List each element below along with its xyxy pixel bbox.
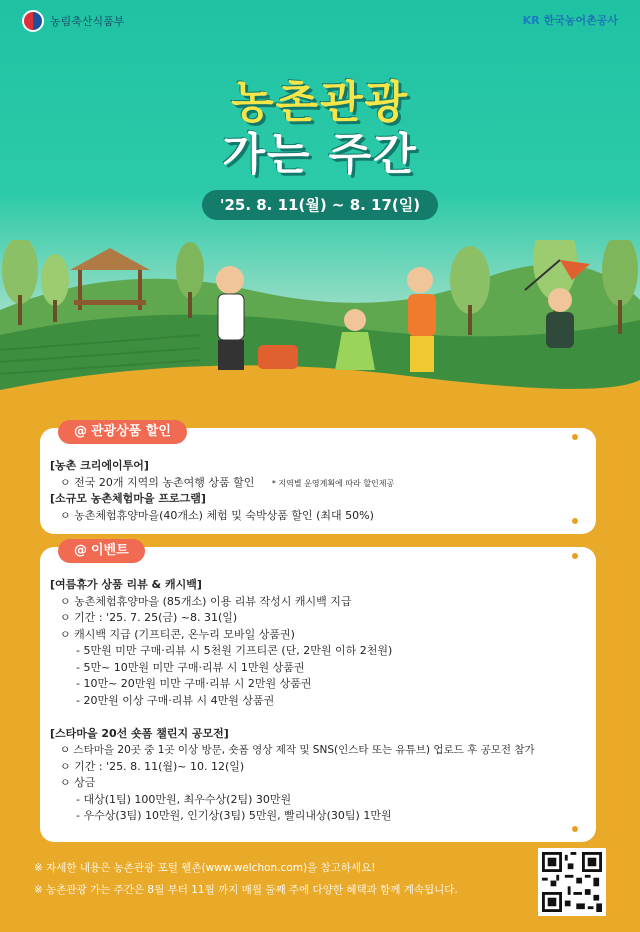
sub-bullet-line: - 대상(1팀) 100만원, 최우수상(2팀) 30만원 bbox=[76, 792, 292, 806]
decor-dot bbox=[572, 434, 578, 440]
bullet-line: ㅇ 스타마을 20곳 중 1곳 이상 방문, 숏폼 영상 제작 및 SNS(인스타 또는 유튜브) 업로드 후 공모전 참가 bbox=[60, 744, 535, 756]
bullet-line: ㅇ 농촌체험휴양마을(40개소) 체험 및 숙박상품 할인 (최대 50%) bbox=[60, 508, 374, 522]
bullet-line: ㅇ 농촌체험휴양마을 (85개소) 이용 리뷰 작성시 캐시백 지급 bbox=[60, 594, 352, 608]
footer-notes bbox=[34, 857, 458, 901]
title-line-1: 농촌관광 bbox=[230, 77, 409, 128]
sub-bullet-line: - 10만~ 20만원 미만 구매·리뷰 시 2만원 상품권 bbox=[76, 677, 312, 690]
discount-badge-label: 관광상품 할인 bbox=[91, 424, 171, 439]
ministry-name: 농림축산식품부 bbox=[50, 15, 125, 28]
section-heading: [스타마을 20선 숏폼 챌린지 공모전] bbox=[50, 726, 229, 740]
event-badge-label: 이벤트 bbox=[91, 543, 129, 558]
footnote: * 지역별 운영계획에 따라 할인제공 bbox=[271, 478, 395, 488]
krc-mark-icon: KR bbox=[522, 13, 540, 27]
bullet-text: ㅇ 전국 20개 지역의 농촌여행 상품 할인 bbox=[60, 475, 255, 489]
decor-dot bbox=[572, 553, 578, 559]
sub-bullet-line: - 우수상(3팀) 10만원, 인기상(3팀) 5만원, 빨리내상(30팀) 1만원 bbox=[76, 809, 392, 822]
section-heading: [여름휴가 상품 리뷰 & 캐시백] bbox=[50, 578, 202, 591]
sub-bullet-line: - 20만원 이상 구매·리뷰 시 4만원 상품권 bbox=[76, 693, 275, 707]
event-card bbox=[40, 543, 596, 842]
title-line-2: 가는 주간 bbox=[222, 129, 418, 180]
ministry-logo bbox=[22, 10, 124, 32]
krc-name: 한국농어촌공사 bbox=[543, 14, 618, 27]
hero-banner bbox=[0, 0, 640, 430]
qr-code-icon[interactable] bbox=[538, 848, 606, 916]
event-badge bbox=[58, 539, 145, 563]
pavilion-icon bbox=[70, 248, 150, 310]
bullet-line: ㅇ 상금 bbox=[60, 776, 96, 789]
event-lines bbox=[50, 577, 586, 825]
section-heading: [소규모 농촌체험마을 프로그램] bbox=[50, 492, 206, 505]
footer-note-2: ※ 농촌관광 가는 주간은 8월 부터 11월 까지 매월 둘째 주에 다양한 혜택과 함께 계속됩니다. bbox=[34, 884, 458, 896]
date-range: '25. 8. 11(월) ~ 8. 17(일) bbox=[202, 190, 438, 220]
sub-bullet-line: - 5만~ 10만원 미만 구매·리뷰 시 1만원 상품권 bbox=[76, 660, 305, 674]
at-icon: @ bbox=[74, 424, 87, 439]
suitcase-icon bbox=[258, 345, 298, 369]
government-emblem-icon bbox=[22, 10, 44, 32]
section-heading: [농촌 크리에이투어] bbox=[50, 459, 149, 472]
bullet-line bbox=[50, 475, 586, 492]
bullet-line: ㅇ 기간 : '25. 8. 11(월)~ 10. 12(일) bbox=[60, 759, 245, 773]
countryside-illustration bbox=[0, 240, 640, 440]
discount-card bbox=[40, 424, 596, 534]
discount-lines bbox=[50, 458, 586, 524]
sub-bullet-line: - 5만원 미만 구매·리뷰 시 5천원 기프티콘 (단, 2만원 이하 2천원) bbox=[76, 644, 393, 657]
krc-logo bbox=[523, 12, 618, 28]
spacer bbox=[50, 709, 586, 726]
at-icon: @ bbox=[74, 543, 87, 558]
footer-note-1: ※ 자세한 내용은 농촌관광 포털 웰촌(www.welchon.com)을 참고하세요! bbox=[34, 862, 376, 874]
decor-dot bbox=[572, 826, 578, 832]
discount-badge bbox=[58, 420, 187, 444]
bullet-line: ㅇ 캐시백 지급 (기프티콘, 온누리 모바일 상품권) bbox=[60, 627, 295, 641]
bullet-line: ㅇ 기간 : '25. 7. 25(금) ~8. 31(일) bbox=[60, 611, 238, 624]
